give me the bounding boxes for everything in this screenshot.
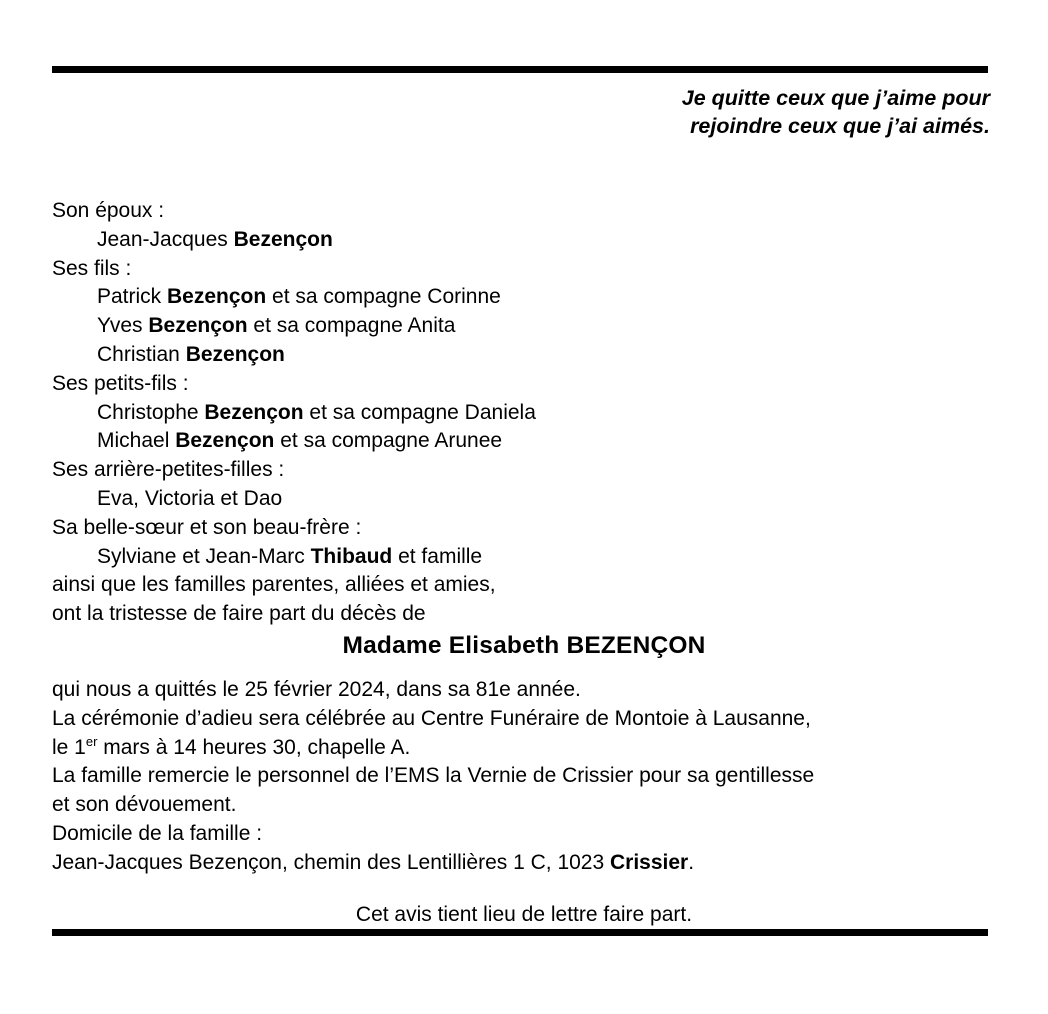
family-member-given: Sylviane et Jean-Marc [97,544,311,568]
address-period: . [688,850,695,874]
bottom-divider [52,929,988,936]
family-member-surname: Bezençon [148,314,248,338]
details-line-7 [52,849,992,878]
family-member [52,283,992,312]
family-member-given: Yves [97,314,149,338]
family-member-suffix: et sa compagne Daniela [303,400,536,424]
family-member-surname: Thibaud [310,544,393,568]
family-member-suffix: et famille [392,544,483,568]
family-member-surname: Bezençon [167,285,267,309]
details-line-3 [52,734,992,763]
family-member [52,485,992,514]
family-relation-label: Son époux : [52,199,165,222]
family-member-given: Michael [97,429,176,453]
family-member [52,399,992,428]
family-member-given: Jean-Jacques [97,227,234,251]
family-relation-label: Ses fils : [52,256,132,280]
top-divider [52,66,988,73]
details-line-3-pre: le 1 [52,735,86,759]
details-line-3-post: mars à 14 heures 30, chapelle A. [97,735,411,759]
details-line-6: Domicile de la famille : [52,821,263,845]
family-member-given: Christian [97,342,186,366]
family-member-surname: Bezençon [204,400,304,424]
details-line-3-ordinal: er [85,733,98,749]
family-member-surname: Bezençon [175,429,275,453]
epigraph-line-2: rejoindre ceux que j’ai aimés. [690,114,990,138]
address-city: Crissier [610,850,689,874]
family-member [52,341,992,370]
family-member-suffix: et sa compagne Arunee [274,429,503,453]
address-text: Jean-Jacques Bezençon, chemin des Lentillières 1 C, 1023 [52,850,610,874]
family-list [52,197,992,629]
family-member [52,427,992,456]
family-member-given: Eva, Victoria et Dao [97,486,283,510]
details-line-2: La cérémonie d’adieu sera célébrée au Centre Funéraire de Montoie à Lausanne, [52,706,811,730]
family-relation-label: Sa belle-sœur et son beau-frère : [52,515,362,539]
details-line-4: La famille remercie le personnel de l’EMS la Vernie de Crissier pour sa gentillesse [52,764,815,788]
deceased-name: Madame Elisabeth BEZENÇON [342,632,706,659]
family-member-surname: Bezençon [185,342,285,366]
family-member-surname: Bezençon [233,227,333,251]
epigraph [470,84,990,140]
family-member-suffix: et sa compagne Anita [247,314,456,338]
details-block [52,676,992,878]
closing-statement: Cet avis tient lieu de lettre faire part. [355,903,693,926]
family-relation-label: Ses arrière-petites-filles : [52,458,285,482]
family-member [52,226,992,255]
family-member-given: Christophe [97,400,205,424]
family-statement: ainsi que les familles parentes, alliées et amies, [52,573,496,597]
family-relation-label: Ses petits-fils : [52,371,189,395]
family-statement: ont la tristesse de faire part du décès de [52,602,426,626]
details-line-1: qui nous a quittés le 25 février 2024, dans sa 81e année. [52,678,581,701]
family-member [52,312,992,341]
family-member [52,543,992,572]
family-member-given: Patrick [97,285,168,309]
epigraph-line-1: Je quitte ceux que j’aime pour [681,86,990,110]
details-line-5: et son dévouement. [52,793,237,817]
family-member-suffix: et sa compagne Corinne [266,285,501,309]
